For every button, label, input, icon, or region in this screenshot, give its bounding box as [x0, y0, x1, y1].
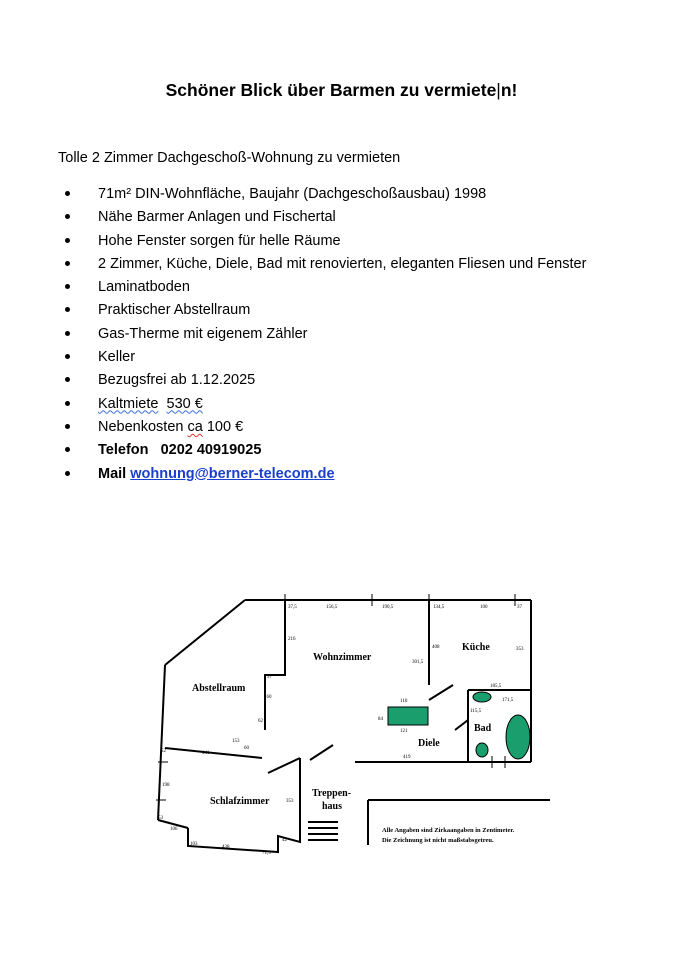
- dimension-label: 190,5: [382, 605, 394, 610]
- dimension-label: 37,5: [288, 605, 297, 610]
- kitchen-counter: [388, 707, 428, 725]
- costs-label: Nebenkosten: [98, 418, 184, 435]
- rent-item: [58, 394, 586, 417]
- rent-value: 530 €: [166, 395, 203, 412]
- bathtub-icon: [506, 715, 530, 759]
- list-item: Gas-Therme mit eigenem Zähler: [58, 324, 586, 347]
- floor-plan: [150, 590, 560, 865]
- phone-label: Telefon: [98, 442, 149, 459]
- dimension-label: 408: [432, 645, 440, 650]
- dimension-label: 353: [516, 647, 524, 652]
- dimension-label: 62: [258, 719, 263, 724]
- dimension-label: 52: [161, 749, 166, 754]
- dimension-label: 115,5: [470, 709, 482, 714]
- dimension-label: 441: [202, 751, 210, 756]
- intro-text: Tolle 2 Zimmer Dachgeschoß-Wohnung zu vermieten: [58, 150, 401, 166]
- room-treppenhaus: Treppen-: [312, 788, 352, 799]
- mail-label: Mail: [98, 465, 127, 482]
- dimension-label: 106: [170, 827, 178, 832]
- rent-label: Kaltmiete: [98, 395, 159, 412]
- dimension-label: 419: [403, 755, 411, 760]
- dimension-label: 84: [378, 717, 383, 722]
- dimension-label: 185,5: [490, 684, 502, 689]
- toilet-icon: [476, 743, 488, 757]
- list-item: Hohe Fenster sorgen für helle Räume: [58, 231, 586, 254]
- dimension-label: 121: [400, 729, 408, 734]
- room-abstellraum: Abstellraum: [192, 683, 246, 694]
- dimension-label: 153: [232, 739, 240, 744]
- dimension-label: 53: [158, 816, 163, 821]
- dimension-label: 134,5: [433, 605, 445, 610]
- mail-item: [58, 464, 586, 487]
- dimension-label: 353: [286, 799, 294, 804]
- room-treppenhaus-2: haus: [322, 801, 343, 812]
- list-item: Praktischer Abstellraum: [58, 300, 586, 323]
- room-diele: Diele: [418, 738, 440, 749]
- room-wohnzimmer: Wohnzimmer: [313, 652, 372, 663]
- dimension-label: 71,5: [262, 851, 271, 856]
- dimension-label: 42: [282, 838, 287, 843]
- list-item: Laminatboden: [58, 277, 586, 300]
- dimension-label: 171,5: [502, 698, 514, 703]
- dimension-label: 301,5: [412, 660, 424, 665]
- text-cursor: |: [496, 80, 501, 100]
- dimension-label: 37: [517, 605, 522, 610]
- dimension-label: 110: [400, 699, 408, 704]
- dimension-label: 37: [267, 675, 272, 680]
- dimension-label: 60: [244, 746, 249, 751]
- room-schlafzimmer: Schlafzimmer: [210, 796, 270, 807]
- costs-ca: ca: [187, 418, 203, 435]
- list-item: 2 Zimmer, Küche, Diele, Bad mit renovierten, eleganten Fliesen und Fenster: [58, 254, 586, 277]
- stairs-icon: [308, 822, 338, 840]
- plan-note: Alle Angaben sind Zirkaangaben in Zentimeter.: [382, 827, 515, 834]
- mail-link[interactable]: wohnung@berner-telecom.de: [130, 465, 335, 482]
- dimension-label: 198: [162, 783, 170, 788]
- room-bad: Bad: [474, 723, 492, 734]
- dimension-label: 216: [288, 637, 296, 642]
- plan-note: Die Zeichnung ist nicht maßstabsgetreu.: [382, 837, 494, 844]
- phone-item: [58, 440, 586, 463]
- list-item: Bezugsfrei ab 1.12.2025: [58, 370, 586, 393]
- costs-value: 100 €: [206, 418, 244, 435]
- room-kueche: Küche: [462, 642, 490, 653]
- feature-list: [58, 184, 586, 487]
- page-title: Schöner Blick über Barmen zu vermiete|n!: [165, 80, 518, 100]
- dimension-label: 100: [480, 605, 488, 610]
- list-item: 71m² DIN-Wohnfläche, Baujahr (Dachgeschoßausbau) 1998: [58, 184, 586, 207]
- phone-number: 0202 40919025: [160, 442, 262, 459]
- list-item: Nähe Barmer Anlagen und Fischertal: [58, 207, 586, 230]
- dimension-label: 160: [264, 695, 272, 700]
- sink-icon: [473, 692, 491, 702]
- dimension-label: 156,5: [326, 605, 338, 610]
- dimension-label: 103: [190, 842, 198, 847]
- list-item: Keller: [58, 347, 586, 370]
- dimension-label: 438: [222, 845, 230, 850]
- costs-item: [58, 417, 586, 440]
